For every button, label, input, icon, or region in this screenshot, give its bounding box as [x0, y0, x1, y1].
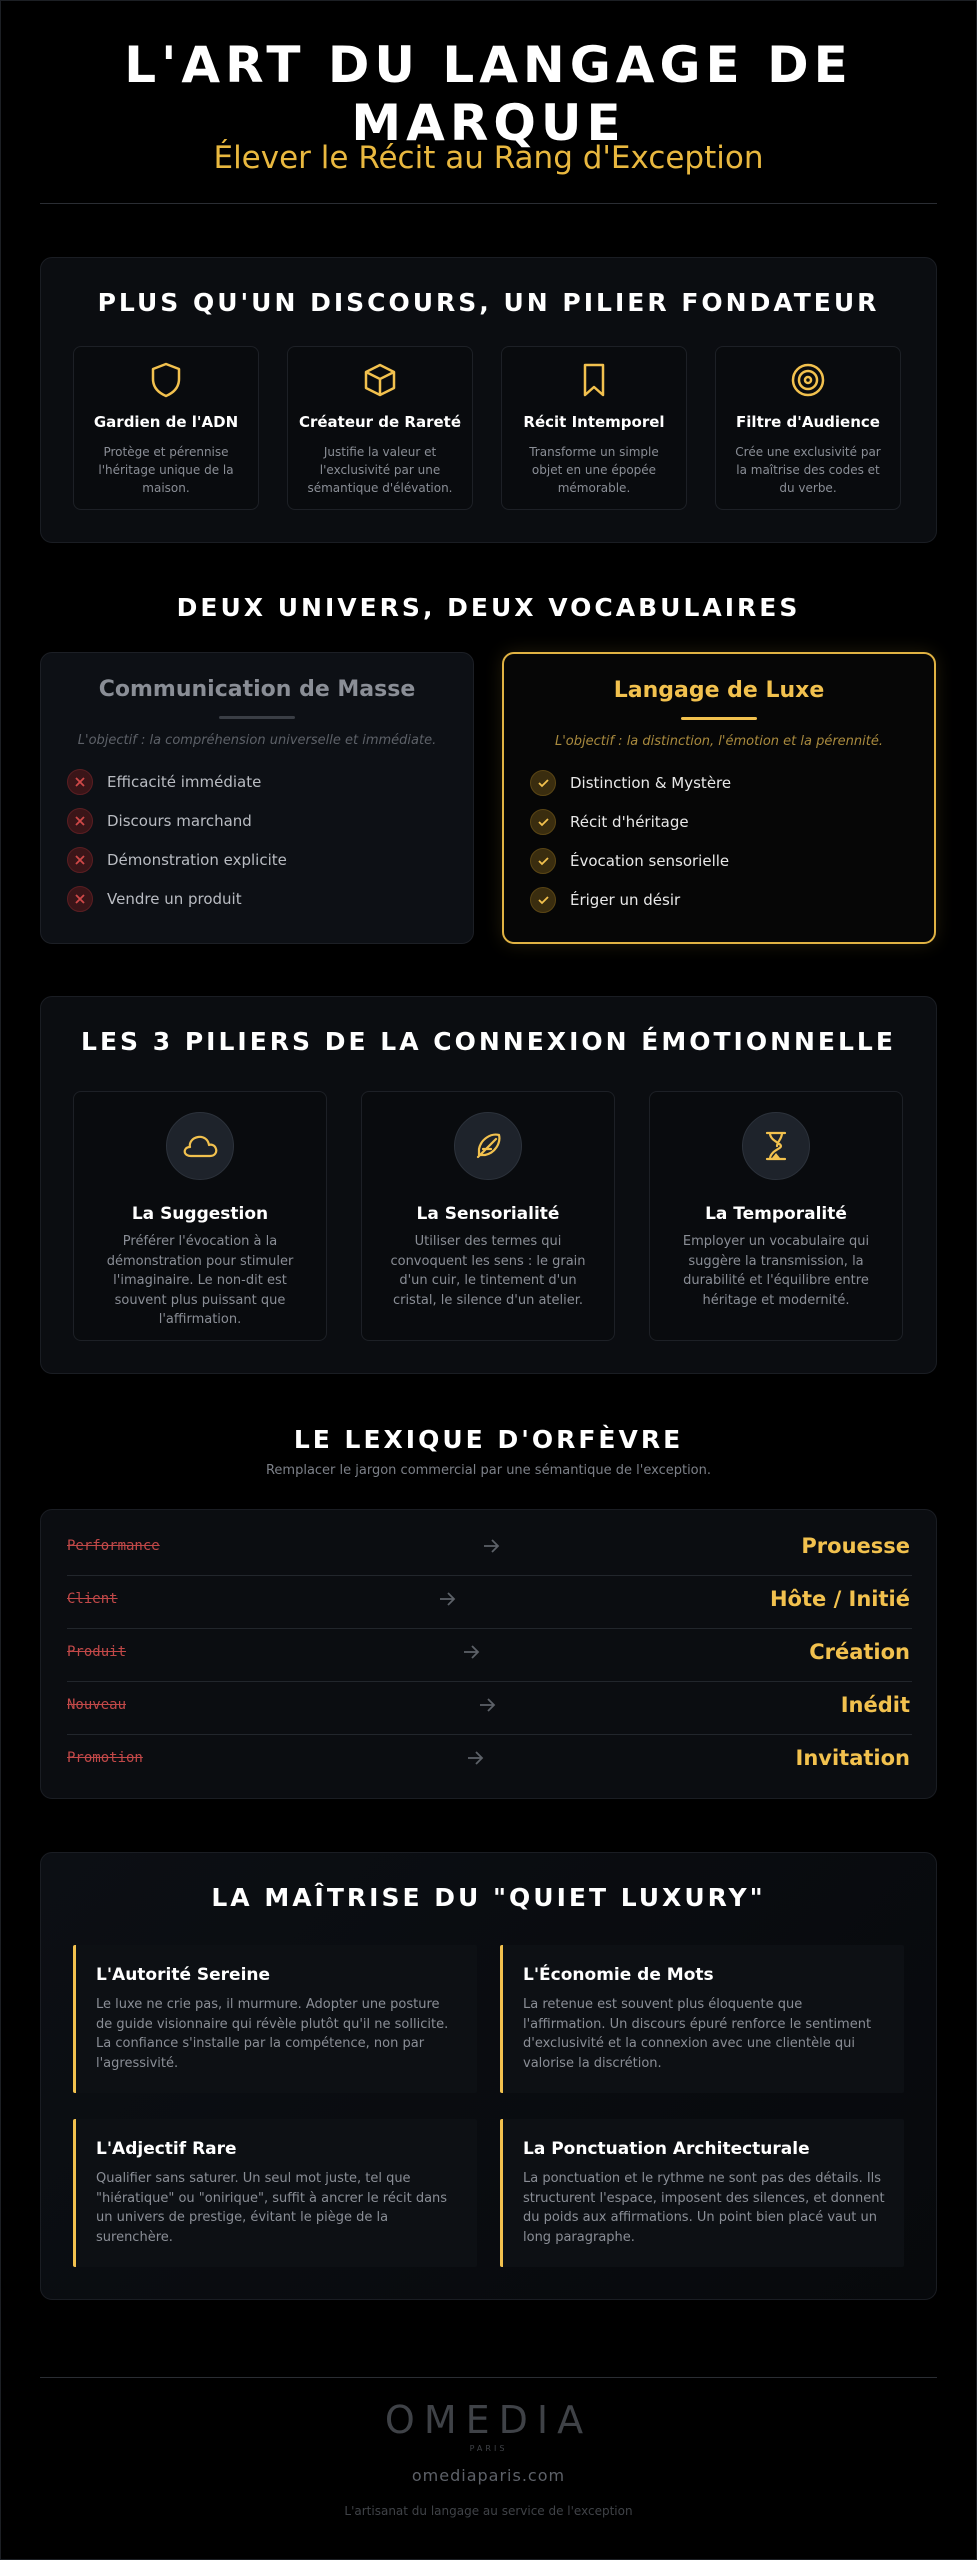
mass-title-underline: [219, 716, 295, 719]
emotion-card: [649, 1091, 903, 1341]
luxury-title: Langage de Luxe: [613, 678, 825, 703]
quiet-luxury-title: LA MAÎTRISE DU "QUIET LUXURY": [211, 1883, 766, 1912]
cross-icon: [67, 808, 93, 834]
brand-logo-sub: PARIS: [469, 2444, 508, 2453]
list-item-label: Évocation sensorielle: [570, 851, 730, 870]
arrow-right-icon: [481, 1536, 501, 1556]
check-icon: [530, 770, 556, 796]
quiet-luxury-card: [500, 1945, 904, 2093]
quiet-luxury-card-desc: La ponctuation et le rythme ne sont pas des détails. Ils structurent l'espace, imposent des silences, et donnent du poids aux affirmations. Un point bien placé vaut un long paragraphe.: [523, 2171, 885, 2245]
quiet-luxury-card-desc: La retenue est souvent plus éloquente que l'affirmation. Un discours épuré renforce le sentiment d'exclusivité et la connexion avec une clientèle qui valorise la discrétion.: [523, 1997, 872, 2071]
footer-tagline: L'artisanat du langage au service de l'exception: [344, 2504, 633, 2518]
old-term: Client: [67, 1591, 118, 1607]
pillar-desc: Crée une exclusivité par la maîtrise des codes et du verbe.: [735, 445, 881, 495]
list-item: [67, 801, 473, 840]
lexicon-subtitle: Remplacer le jargon commercial par une sémantique de l'exception.: [265, 1463, 712, 1478]
comparison-title: DEUX UNIVERS, DEUX VOCABULAIRES: [176, 593, 801, 622]
lexicon-row: [41, 1681, 936, 1734]
quiet-luxury-panel: [40, 1852, 937, 2300]
old-term: Promotion: [67, 1750, 143, 1766]
list-item: [530, 841, 934, 880]
pillars-title: PLUS QU'UN DISCOURS, UN PILIER FONDATEUR: [97, 288, 880, 317]
old-term: Produit: [67, 1644, 127, 1660]
emotion-title: LES 3 PILIERS DE LA CONNEXION ÉMOTIONNELLE: [81, 1027, 896, 1056]
list-item-label: Efficacité immédiate: [107, 772, 262, 791]
quiet-luxury-card-title: L'Économie de Mots: [523, 1965, 714, 1985]
emotion-card: [361, 1091, 615, 1341]
shield-icon: [148, 361, 184, 399]
page-title-line-2: MARQUE: [351, 94, 626, 152]
quiet-luxury-card-title: L'Autorité Sereine: [96, 1965, 271, 1985]
box-icon: [362, 361, 398, 399]
arrow-right-icon: [465, 1748, 485, 1768]
new-term: Inédit: [840, 1693, 910, 1717]
quiet-luxury-card-title: L'Adjectif Rare: [96, 2139, 237, 2159]
emotion-card-desc: Utiliser des termes qui convoquent les sens : le grain d'un cuir, le tintement d'un cristal, le silence d'un atelier.: [390, 1234, 586, 1308]
cross-icon: [67, 847, 93, 873]
pillar-desc: Justifie la valeur et l'exclusivité par une sémantique d'élévation.: [307, 445, 453, 495]
pillar-card: [287, 346, 473, 510]
emotion-card-title: La Sensorialité: [416, 1204, 560, 1224]
pillar-card: [501, 346, 687, 510]
quiet-luxury-card-desc: Le luxe ne crie pas, il murmure. Adopter une posture de guide visionnaire qui révèle plutôt qu'il ne sollicite. La confiance s'installe par la compétence, non par l'agressivité.: [96, 1997, 449, 2071]
old-term: Performance: [67, 1538, 160, 1554]
lexicon-row: [41, 1575, 936, 1628]
lexicon-row: [41, 1734, 936, 1787]
mass-title: Communication de Masse: [98, 677, 416, 702]
cross-icon: [67, 769, 93, 795]
mass-list: [67, 762, 473, 918]
footer-divider: [40, 2377, 937, 2378]
pillar-card: [715, 346, 901, 510]
list-item: [530, 880, 934, 919]
old-term: Nouveau: [67, 1697, 127, 1713]
cross-icon: [67, 886, 93, 912]
pillar-title: Créateur de Rareté: [298, 413, 462, 431]
emotion-card-title: La Temporalité: [705, 1204, 847, 1224]
cloud-icon: [166, 1112, 234, 1180]
list-item-label: Ériger un désir: [570, 890, 681, 909]
new-term: Hôte / Initié: [769, 1587, 910, 1611]
mass-communication-card: [40, 652, 474, 944]
quiet-luxury-card: [500, 2119, 904, 2267]
quiet-luxury-card: [73, 1945, 477, 2093]
emotion-card-title: La Suggestion: [131, 1204, 269, 1224]
page-title: [0, 36, 977, 152]
feather-icon: [454, 1112, 522, 1180]
list-item-label: Démonstration explicite: [107, 850, 287, 869]
emotion-panel: [40, 996, 937, 1374]
new-term: Création: [809, 1640, 910, 1664]
hourglass-icon: [742, 1112, 810, 1180]
target-icon: [789, 361, 827, 399]
lexicon-row: [41, 1522, 936, 1575]
quiet-luxury-card-title: La Ponctuation Architecturale: [523, 2139, 810, 2159]
pillar-desc: Protège et pérennise l'héritage unique de la maison.: [98, 445, 234, 495]
luxury-language-card: [502, 652, 936, 944]
header-divider: [40, 203, 937, 204]
quiet-luxury-card-desc: Qualifier sans saturer. Un seul mot juste, tel que "hiératique" ou "onirique", suffit à ancrer le récit dans un univers de prestige, évitant le piège de la surenchère.: [96, 2171, 448, 2245]
pillar-card: [73, 346, 259, 510]
list-item-label: Distinction & Mystère: [570, 773, 732, 792]
arrow-right-icon: [461, 1642, 481, 1662]
luxury-objective: L'objectif : la distinction, l'émotion et la pérennité.: [554, 734, 883, 749]
website-link[interactable]: omediaparis.com: [411, 2466, 566, 2485]
list-item: [67, 879, 473, 918]
list-item: [67, 840, 473, 879]
list-item-label: Récit d'héritage: [570, 812, 689, 831]
list-item: [67, 762, 473, 801]
luxury-list: [530, 763, 934, 919]
emotion-card-desc: Employer un vocabulaire qui suggère la transmission, la durabilité et l'équilibre entre héritage et modernité.: [682, 1234, 870, 1308]
list-item: [530, 802, 934, 841]
lexicon-title: LE LEXIQUE D'ORFÈVRE: [293, 1425, 684, 1454]
bookmark-icon: [576, 361, 612, 399]
check-icon: [530, 848, 556, 874]
check-icon: [530, 809, 556, 835]
pillar-title: Gardien de l'ADN: [93, 413, 239, 431]
luxury-title-underline: [681, 717, 757, 720]
emotion-card: [73, 1091, 327, 1341]
lexicon-table: [40, 1509, 937, 1799]
pillar-title: Récit Intemporel: [523, 413, 665, 431]
arrow-right-icon: [437, 1589, 457, 1609]
list-item: [530, 763, 934, 802]
check-icon: [530, 887, 556, 913]
list-item-label: Discours marchand: [107, 811, 252, 830]
list-item-label: Vendre un produit: [107, 889, 242, 908]
brand-logo: OMEDIA: [384, 2398, 593, 2442]
page-title-line-1: L'ART DU LANGAGE DE: [124, 36, 853, 94]
new-term: Prouesse: [801, 1534, 910, 1558]
mass-objective: L'objectif : la compréhension universelle et immédiate.: [77, 733, 437, 748]
page-subtitle: Élever le Récit au Rang d'Exception: [213, 140, 764, 176]
emotion-card-desc: Préférer l'évocation à la démonstration pour stimuler l'imaginaire. Le non-dit est souvent plus puissant que l'affirmation.: [106, 1234, 294, 1327]
new-term: Invitation: [795, 1746, 910, 1770]
pillar-desc: Transforme un simple objet en une épopée mémorable.: [529, 445, 659, 495]
lexicon-row: [41, 1628, 936, 1681]
pillar-title: Filtre d'Audience: [736, 413, 880, 431]
arrow-right-icon: [477, 1695, 497, 1715]
quiet-luxury-card: [73, 2119, 477, 2267]
pillars-panel: [40, 257, 937, 543]
